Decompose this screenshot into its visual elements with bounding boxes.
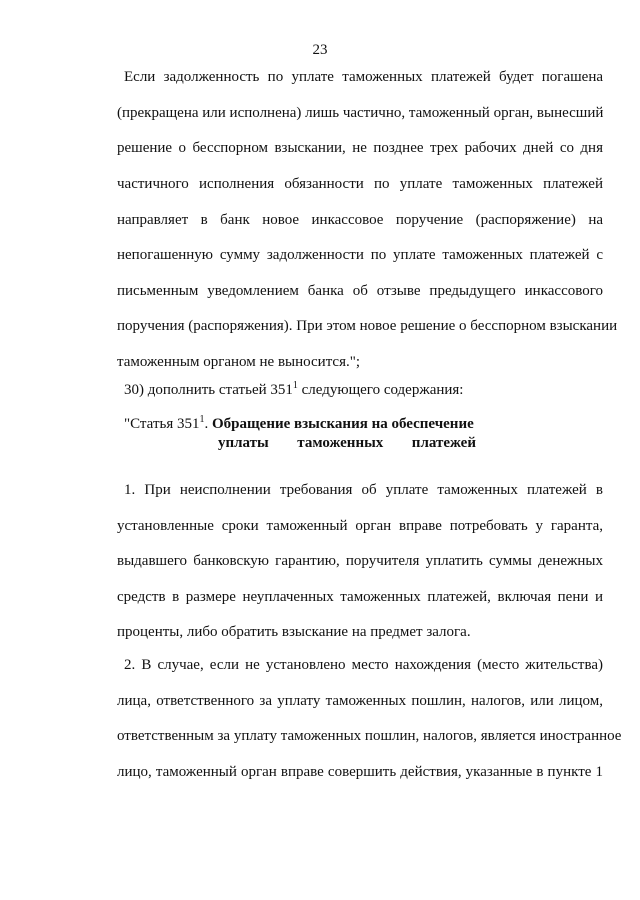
paragraph-2-line-5: проценты, либо обратить взыскание на предмет залога. (117, 624, 471, 640)
paragraph-3-line-4: лицо, таможенный орган вправе совершить действия, указанные в пункте 1 (117, 764, 603, 780)
article-prefix: "Статья 351 (124, 416, 200, 432)
paragraph-3-line-3: ответственным за уплату таможенных пошлин, налогов, является иностранное (117, 728, 622, 744)
paragraph-1-line-9: таможенным органом не выносится."; (117, 354, 361, 370)
paragraph-1-line-4: частичного исполнения обязанности по уплате таможенных платежей (117, 176, 603, 192)
page-number: 23 (312, 42, 328, 58)
paragraph-1-line-2: (прекращена или исполнена) лишь частично, таможенный орган, вынесший (117, 105, 604, 121)
item-30 (124, 381, 463, 399)
article-title-line-2: уплаты таможенных платежей (218, 435, 476, 451)
paragraph-2-line-3: выдавшего банковскую гарантию, поручителя уплатить суммы денежных (117, 553, 603, 569)
paragraph-2-line-4: средств в размере неуплаченных таможенных платежей, включая пени и (117, 589, 603, 605)
article-sup: 1 (199, 414, 205, 425)
paragraph-1-line-7: письменным уведомлением банка об отзыве предыдущего инкассового (117, 283, 603, 299)
article-heading-line-1 (124, 415, 474, 433)
item-30-sup: 1 (292, 380, 298, 391)
paragraph-1-line-3: решение о бесспорном взыскании, не позднее трех рабочих дней со дня (117, 140, 603, 156)
paragraph-1-line-8: поручения (распоряжения). При этом новое решение о бесспорном взыскании (117, 318, 618, 334)
paragraph-2-line-2: установленные сроки таможенный орган вправе потребовать у гаранта, (117, 518, 603, 534)
article-title-line-1: Обращение взыскания на обеспечение (211, 416, 474, 432)
item-30-prefix: 30) дополнить статьей 351 (124, 382, 293, 398)
paragraph-2-line-1: 1. При неисполнении требования об уплате таможенных платежей в (124, 482, 603, 498)
paragraph-3-line-2: лица, ответственного за уплату таможенных пошлин, налогов, или лицом, (117, 693, 603, 709)
paragraph-3-line-1: 2. В случае, если не установлено место нахождения (место жительства) (124, 657, 603, 673)
paragraph-1-line-6: непогашенную сумму задолженности по уплате таможенных платежей с (117, 247, 603, 263)
paragraph-1-line-5: направляет в банк новое инкассовое поручение (распоряжение) на (117, 212, 603, 228)
paragraph-1-line-1: Если задолженность по уплате таможенных платежей будет погашена (124, 69, 603, 85)
item-30-suffix: следующего содержания: (297, 382, 464, 398)
article-dot: . (204, 416, 212, 432)
